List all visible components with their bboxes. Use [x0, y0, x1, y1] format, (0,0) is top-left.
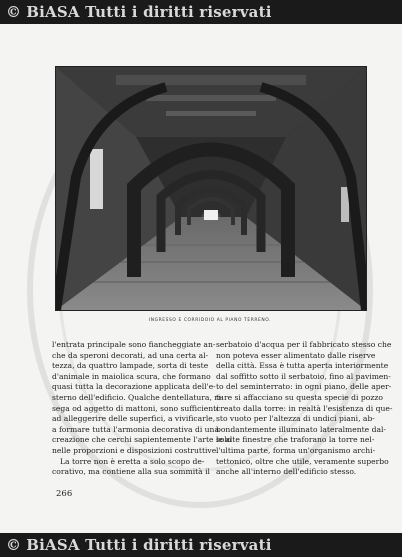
- watermark-banner-top: [0, 0, 402, 24]
- text-line: sto vuoto per l'altezza di undici piani, ab-: [216, 414, 375, 424]
- text-line: non poteva esser alimentato dalle riserve: [216, 350, 376, 360]
- text-column-left: [52, 340, 232, 478]
- text-line: che da speroni decorati, ad una certa al-: [52, 350, 209, 360]
- text-line: l'ultima parte, forma un'organismo archi-: [216, 445, 376, 455]
- text-line: La torre non è eretta a solo scopo de-: [60, 456, 205, 466]
- corridor-photo-image: [56, 67, 366, 310]
- copyright-symbol: ©: [6, 3, 22, 21]
- text-line: tettonico, oltre che utile, veramente superbo: [216, 456, 389, 466]
- text-line: dal soffitto sotto il serbatoio, fino al pavimen-: [216, 371, 391, 381]
- text-line: ture si affacciano su questa specie di pozzo: [216, 392, 383, 402]
- text-line: to del seminterrato: in ogni piano, delle aper-: [216, 382, 392, 392]
- text-line: a formare tutta l'armonia decorativa di una: [52, 424, 219, 434]
- corridor-photograph: [55, 66, 367, 311]
- text-line: le alte finestre che traforano la torre nel-: [216, 435, 375, 445]
- text-line: sterno dell'edificio. Qualche dentellatura, ri-: [52, 392, 223, 402]
- text-line: sega od aggetto di mattoni, sono sufficienti: [52, 403, 219, 413]
- text-line: della città. Essa è tutta aperta interiormente: [216, 361, 389, 371]
- watermark-text: BiASA Tutti i diritti riservati: [26, 536, 272, 554]
- text-line: anche all'interno dell'edificio stesso.: [216, 467, 357, 477]
- text-line: bondantemente illuminato lateralmente dal-: [216, 424, 386, 434]
- text-line: serbatoio d'acqua per il fabbricato stesso che: [216, 340, 392, 349]
- text-line: nelle proporzioni e disposizioni costruttive.: [52, 445, 219, 455]
- text-line: creato dalla torre: in realtà l'esistenza di que-: [216, 403, 393, 413]
- text-line: corativo, ma contiene alla sua sommità il: [52, 467, 210, 477]
- text-line: l'entrata principale sono fiancheggiate an-: [52, 340, 216, 349]
- text-line: ad alleggerire delle superfici, a vivificarle,: [52, 414, 216, 424]
- text-line: creazione che cerchi sapientemente l'arte solo: [52, 435, 232, 445]
- watermark-text: BiASA Tutti i diritti riservati: [26, 3, 272, 21]
- text-line: tezza, da quattro lampade, sorta di teste: [52, 361, 209, 371]
- text-line: d'animale in maiolica scura, che formano: [52, 371, 211, 381]
- text-line: quasi tutta la decorazione applicata dell'e-: [52, 382, 216, 392]
- figure-caption: INGRESSO E CORRIDOIO AL PIANO TERRENO.: [148, 318, 272, 323]
- copyright-symbol: ©: [6, 536, 22, 554]
- watermark-banner-bottom: [0, 533, 402, 557]
- text-column-right: [216, 340, 393, 478]
- page-number: 266: [56, 489, 73, 499]
